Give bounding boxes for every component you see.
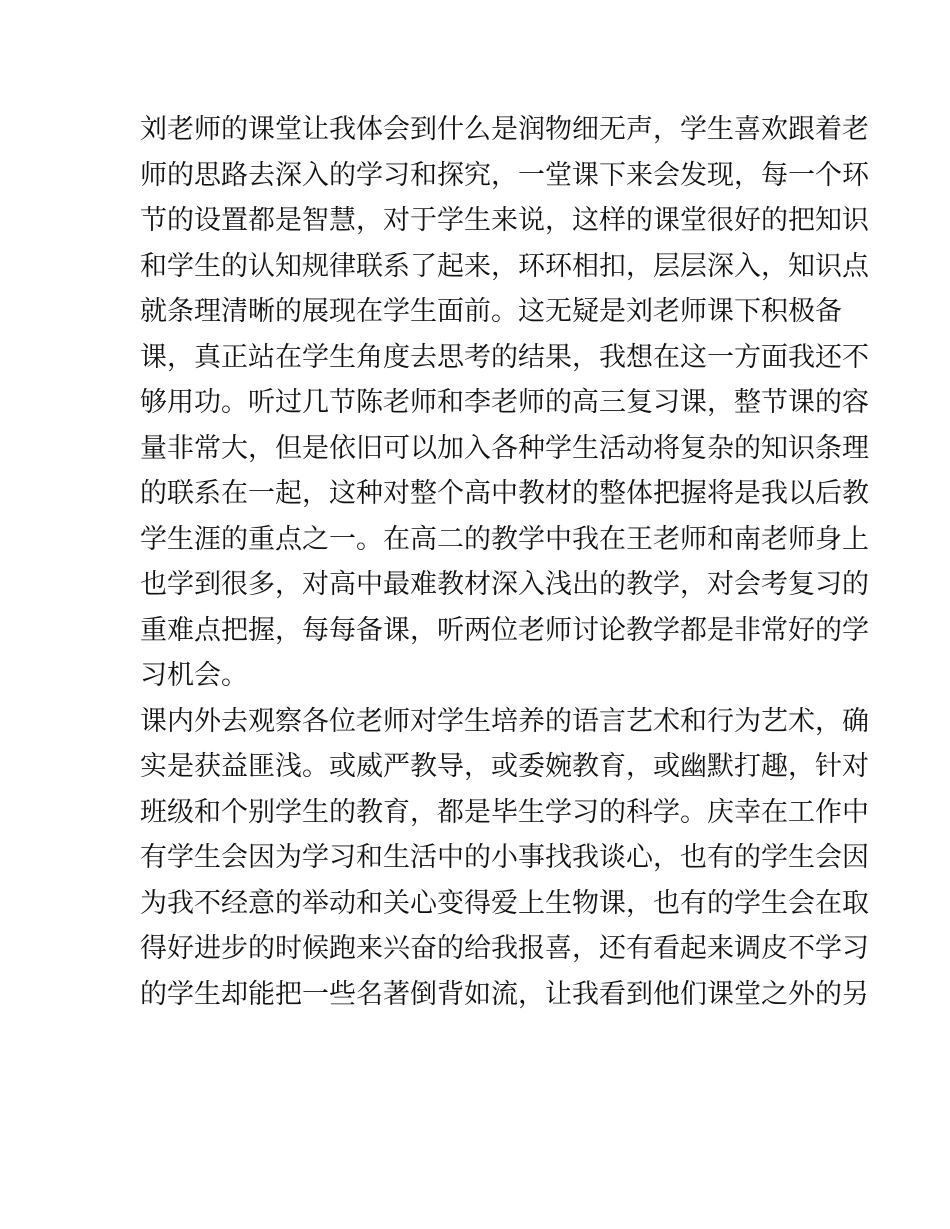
text-line: 习机会。 — [140, 660, 248, 691]
text-line: 的学生却能把一些名著倒背如流，让我看到他们课堂之外的另 — [140, 978, 869, 1010]
text-line: 就条理清晰的展现在学生面前。这无疑是刘老师课下积极备 — [140, 296, 842, 327]
text-line: 有学生会因为学习和生活中的小事找我谈心，也有的学生会因 — [140, 842, 869, 873]
text-line: 够用功。听过几节陈老师和李老师的高三复习课，整节课的容 — [140, 387, 869, 418]
text-line: 量非常大，但是依旧可以加入各种学生活动将复杂的知识条理 — [140, 432, 869, 464]
text-line: 和学生的认知规律联系了起来，环环相扣，层层深入，知识点 — [140, 250, 869, 282]
text-line: 班级和个别学生的教育，都是毕生学习的科学。庆幸在工作中 — [140, 796, 869, 828]
paragraph-2 — [140, 699, 869, 1018]
text-line: 也学到很多，对高中最难教材深入浅出的教学，对会考复习的 — [140, 569, 869, 600]
text-line: 学生涯的重点之一。在高二的教学中我在王老师和南老师身上 — [140, 523, 869, 555]
text-line: 重难点把握，每每备课，听两位老师讨论教学都是非常好的学 — [140, 614, 869, 646]
text-line: 刘老师的课堂让我体会到什么是润物细无声，学生喜欢跟着老 — [140, 114, 869, 145]
text-line: 的联系在一起，这种对整个高中教材的整体把握将是我以后教 — [140, 478, 869, 509]
paragraph-1 — [140, 107, 869, 699]
text-line: 课，真正站在学生角度去思考的结果，我想在这一方面我还不 — [140, 341, 869, 373]
text-line: 师的思路去深入的学习和探究，一堂课下来会发现，每一个环 — [140, 159, 869, 191]
text-line: 节的设置都是智慧，对于学生来说，这样的课堂很好的把知识 — [140, 205, 869, 236]
text-line: 实是获益匪浅。或威严教导，或委婉教育，或幽默打趣，针对 — [140, 751, 869, 782]
text-line: 为我不经意的举动和关心变得爱上生物课，也有的学生会在取 — [140, 887, 869, 919]
body-text — [140, 107, 869, 1017]
text-line: 课内外去观察各位老师对学生培养的语言艺术和行为艺术，确 — [140, 705, 869, 737]
text-line: 得好进步的时候跑来兴奋的给我报喜，还有看起来调皮不学习 — [140, 933, 869, 964]
